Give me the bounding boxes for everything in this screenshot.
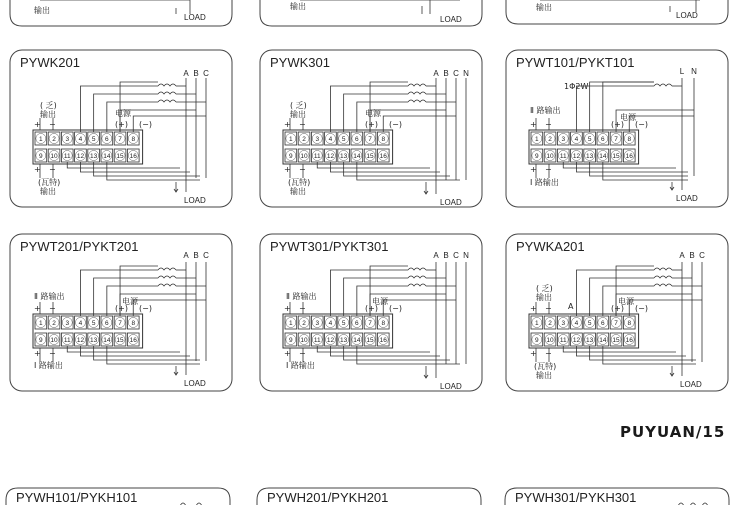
terminal-number: 13 — [90, 152, 98, 160]
load-label: LOAD — [676, 194, 698, 203]
terminal-number: 16 — [129, 336, 137, 344]
bottom-output-label-1: Ⅰ 路输出 — [530, 178, 559, 187]
terminal-number: 7 — [368, 135, 372, 143]
terminal-number: 4 — [328, 135, 333, 143]
top-output-label-2: 输出 — [536, 293, 552, 302]
bottom-partial-panel-1 — [6, 488, 230, 505]
phase-label-b: B — [443, 69, 449, 78]
power-plus-marker: (+) — [365, 304, 378, 313]
bottom-plus-marker: + — [34, 349, 41, 358]
terminal-number: 2 — [52, 319, 56, 327]
top-output-label-2: 输出 — [40, 110, 56, 119]
terminal-number: 1 — [289, 319, 293, 327]
terminal-number: 11 — [313, 336, 321, 344]
power-label: 电源 — [365, 109, 381, 118]
terminal-number: 9 — [535, 336, 539, 344]
terminal-number: 12 — [326, 152, 335, 160]
power-label: 电源 — [122, 297, 138, 306]
phase-label-a: A — [433, 251, 439, 260]
terminal-number: 7 — [614, 319, 618, 327]
load-label: LOAD — [184, 196, 206, 205]
bottom-partial-panel-3 — [505, 488, 729, 505]
terminal-number: 16 — [625, 336, 633, 344]
top-minus-marker: − — [299, 304, 306, 313]
terminal-number: 3 — [315, 135, 320, 143]
bottom-plus-marker: + — [530, 165, 537, 174]
terminal-number: 13 — [340, 336, 348, 344]
terminal-number: 9 — [289, 336, 293, 344]
top-minus-marker: − — [49, 304, 56, 313]
top-output-label-1: ( 乏) — [536, 284, 553, 293]
terminal-number: 14 — [353, 152, 361, 160]
phase-label-l: L — [679, 67, 685, 76]
terminal-number: 8 — [627, 135, 632, 143]
terminal-number: 1 — [39, 135, 43, 143]
terminal-number: 10 — [50, 152, 58, 160]
phase-label-c: C — [453, 251, 459, 260]
terminal-number: 2 — [548, 319, 552, 327]
panel-pywt301-pykt301 — [260, 234, 482, 391]
phase-label-b: B — [689, 251, 695, 260]
terminal-number: 6 — [355, 135, 359, 143]
power-minus-marker: (−) — [389, 304, 402, 313]
top-minus-marker: − — [299, 120, 306, 129]
bottom-partial-2-title: PYWH201/PYKH201 — [267, 490, 389, 505]
terminal-number: 12 — [76, 152, 85, 160]
top-output-label-1: Ⅱ 路输出 — [286, 292, 317, 301]
bottom-output-label-1: Ⅰ 路输出 — [286, 361, 315, 370]
terminal-number: 9 — [289, 152, 293, 160]
terminal-number: 5 — [91, 319, 96, 327]
terminal-number: 13 — [90, 336, 98, 344]
terminal-number: 7 — [368, 319, 372, 327]
terminal-number: 11 — [559, 152, 567, 160]
terminal-number: 4 — [574, 135, 579, 143]
terminal-number: 9 — [535, 152, 539, 160]
bottom-output-label-2: 输出 — [536, 371, 552, 380]
terminal-number: 5 — [587, 319, 592, 327]
phase-label-c: C — [453, 69, 459, 78]
terminal-number: 16 — [129, 152, 137, 160]
power-plus-marker: (+) — [611, 120, 624, 129]
top-partial-1-output: 输出 — [34, 6, 50, 15]
terminal-number: 6 — [355, 319, 359, 327]
terminal-number: 11 — [63, 336, 71, 344]
terminal-number: 5 — [91, 135, 96, 143]
phase-label-n: N — [691, 67, 697, 76]
top-partial-3-output: 输出 — [536, 3, 552, 12]
terminal-number: 2 — [302, 135, 306, 143]
terminal-number: 7 — [118, 135, 122, 143]
terminal-number: 11 — [63, 152, 71, 160]
power-plus-marker: (+) — [611, 304, 624, 313]
top-partial-1-load: LOAD — [184, 13, 206, 22]
terminal-number: 10 — [546, 336, 554, 344]
terminal-number: 4 — [78, 319, 83, 327]
panel-pywt101-pykt101 — [506, 50, 728, 207]
phase-label-n: N — [463, 69, 469, 78]
power-minus-marker: (−) — [635, 304, 648, 313]
terminal-number: 12 — [326, 336, 335, 344]
bottom-partial-panel-2 — [257, 488, 481, 505]
terminal-number: 3 — [315, 319, 320, 327]
panel-title: PYWT101/PYKT101 — [516, 55, 635, 70]
top-partial-2-load: LOAD — [440, 15, 462, 24]
terminal-number: 14 — [103, 152, 111, 160]
terminal-number: 6 — [105, 319, 109, 327]
power-plus-marker: (+) — [115, 304, 128, 313]
bottom-partial-1-title: PYWH101/PYKH101 — [16, 490, 138, 505]
terminal-number: 14 — [599, 152, 607, 160]
terminal-number: 9 — [39, 152, 43, 160]
power-minus-marker: (−) — [139, 304, 152, 313]
panel-title: PYWKA201 — [516, 239, 585, 254]
current-a-label: A — [568, 302, 574, 311]
bottom-partial-3-title: PYWH301/PYKH301 — [515, 490, 637, 505]
bottom-output-label-1: (瓦特) — [534, 362, 557, 371]
power-minus-marker: (−) — [635, 120, 648, 129]
terminal-number: 16 — [379, 152, 387, 160]
top-output-label-1: ( 乏) — [290, 101, 307, 110]
terminal-number: 4 — [78, 135, 83, 143]
terminal-number: 12 — [572, 336, 581, 344]
bottom-output-label-2: 输出 — [290, 187, 306, 196]
top-plus-marker: + — [530, 304, 537, 313]
phase-label-c: C — [699, 251, 705, 260]
top-plus-marker: + — [34, 304, 41, 313]
terminal-number: 6 — [105, 135, 109, 143]
load-label: LOAD — [440, 382, 462, 391]
bottom-minus-marker: − — [545, 349, 552, 358]
terminal-number: 10 — [300, 336, 308, 344]
terminal-number: 12 — [76, 336, 85, 344]
top-minus-marker: − — [49, 120, 56, 129]
phase-label-a: A — [183, 251, 189, 260]
load-label: LOAD — [680, 380, 702, 389]
terminal-number: 12 — [572, 152, 581, 160]
terminal-number: 8 — [627, 319, 632, 327]
power-label: 电源 — [115, 109, 131, 118]
panel-pywt201-pykt201 — [10, 234, 232, 391]
top-partial-panel-2 — [260, 0, 482, 26]
phase-label-a: A — [183, 69, 189, 78]
terminal-number: 11 — [559, 336, 567, 344]
terminal-number: 3 — [561, 135, 566, 143]
terminal-number: 3 — [561, 319, 566, 327]
bottom-output-label-2: 输出 — [40, 187, 56, 196]
load-label: LOAD — [184, 379, 206, 388]
panel-pywka201 — [506, 234, 728, 391]
terminal-number: 16 — [625, 152, 633, 160]
top-minus-marker: − — [545, 120, 552, 129]
top-partial-panel-1 — [10, 0, 232, 26]
bottom-output-label-1: (瓦特) — [38, 178, 61, 187]
system-label: 1Φ2W — [564, 82, 589, 91]
panel-title: PYWK301 — [270, 55, 330, 70]
top-output-label-1: Ⅱ 路输出 — [530, 106, 561, 115]
top-output-label-2: 输出 — [290, 110, 306, 119]
panel-title: PYWT301/PYKT301 — [270, 239, 389, 254]
terminal-number: 4 — [328, 319, 333, 327]
top-partial-2-output: 输出 — [290, 2, 306, 11]
terminal-number: 4 — [574, 319, 579, 327]
top-plus-marker: + — [530, 120, 537, 129]
terminal-number: 15 — [612, 336, 620, 344]
power-minus-marker: (−) — [389, 120, 402, 129]
phase-label-a: A — [679, 251, 685, 260]
power-label: 电源 — [618, 297, 634, 306]
terminal-number: 1 — [39, 319, 43, 327]
bottom-plus-marker: + — [284, 349, 291, 358]
load-label: LOAD — [440, 198, 462, 207]
panel-title: PYWK201 — [20, 55, 80, 70]
top-plus-marker: + — [34, 120, 41, 129]
terminal-number: 13 — [586, 152, 594, 160]
top-output-label-1: ( 乏) — [40, 101, 57, 110]
terminal-number: 8 — [131, 319, 136, 327]
terminal-number: 16 — [379, 336, 387, 344]
terminal-number: 15 — [366, 336, 374, 344]
terminal-number: 5 — [341, 135, 346, 143]
bottom-minus-marker: − — [49, 349, 56, 358]
terminal-number: 3 — [65, 319, 70, 327]
bottom-plus-marker: + — [284, 165, 291, 174]
terminal-number: 10 — [50, 336, 58, 344]
bottom-plus-marker: + — [34, 165, 41, 174]
page-label: PUYUAN/15 — [620, 423, 726, 441]
terminal-number: 11 — [313, 152, 321, 160]
power-plus-marker: (+) — [115, 120, 128, 129]
terminal-number: 15 — [612, 152, 620, 160]
terminal-number: 2 — [302, 319, 306, 327]
terminal-number: 14 — [103, 336, 111, 344]
terminal-number: 1 — [535, 135, 539, 143]
terminal-number: 15 — [116, 152, 124, 160]
terminal-number: 8 — [381, 135, 386, 143]
top-plus-marker: + — [284, 304, 291, 313]
phase-label-a: A — [433, 69, 439, 78]
panel-pywk201 — [10, 50, 232, 207]
terminal-number: 5 — [587, 135, 592, 143]
terminal-number: 15 — [366, 152, 374, 160]
terminal-number: 7 — [118, 319, 122, 327]
terminal-number: 5 — [341, 319, 346, 327]
phase-label-b: B — [193, 69, 199, 78]
panel-pywk301 — [260, 50, 482, 207]
phase-label-c: C — [203, 251, 209, 260]
top-plus-marker: + — [284, 120, 291, 129]
bottom-minus-marker: − — [49, 165, 56, 174]
phase-label-c: C — [203, 69, 209, 78]
terminal-number: 8 — [381, 319, 386, 327]
terminal-number: 14 — [599, 336, 607, 344]
phase-label-n: N — [463, 251, 469, 260]
phase-label-b: B — [193, 251, 199, 260]
bottom-minus-marker: − — [299, 165, 306, 174]
terminal-number: 13 — [340, 152, 348, 160]
terminal-number: 15 — [116, 336, 124, 344]
terminal-number: 2 — [548, 135, 552, 143]
terminal-number: 6 — [601, 135, 605, 143]
terminal-number: 6 — [601, 319, 605, 327]
panel-title: PYWT201/PYKT201 — [20, 239, 139, 254]
bottom-output-label-1: Ⅰ 路输出 — [34, 361, 63, 370]
bottom-output-label-1: (瓦特) — [288, 178, 311, 187]
terminal-number: 7 — [614, 135, 618, 143]
terminal-number: 10 — [300, 152, 308, 160]
top-partial-3-load: LOAD — [676, 11, 698, 20]
bottom-minus-marker: − — [299, 349, 306, 358]
power-minus-marker: (−) — [139, 120, 152, 129]
terminal-number: 8 — [131, 135, 136, 143]
top-minus-marker: − — [545, 304, 552, 313]
terminal-number: 1 — [289, 135, 293, 143]
power-plus-marker: (+) — [365, 120, 378, 129]
terminal-number: 1 — [535, 319, 539, 327]
terminal-number: 13 — [586, 336, 594, 344]
top-partial-panel-3 — [506, 0, 728, 24]
bottom-plus-marker: + — [530, 349, 537, 358]
terminal-number: 3 — [65, 135, 70, 143]
bottom-minus-marker: − — [545, 165, 552, 174]
terminal-number: 2 — [52, 135, 56, 143]
terminal-number: 9 — [39, 336, 43, 344]
top-output-label-1: Ⅱ 路输出 — [34, 292, 65, 301]
power-label: 电源 — [620, 113, 636, 122]
phase-label-b: B — [443, 251, 449, 260]
terminal-number: 10 — [546, 152, 554, 160]
power-label: 电源 — [372, 297, 388, 306]
terminal-number: 14 — [353, 336, 361, 344]
